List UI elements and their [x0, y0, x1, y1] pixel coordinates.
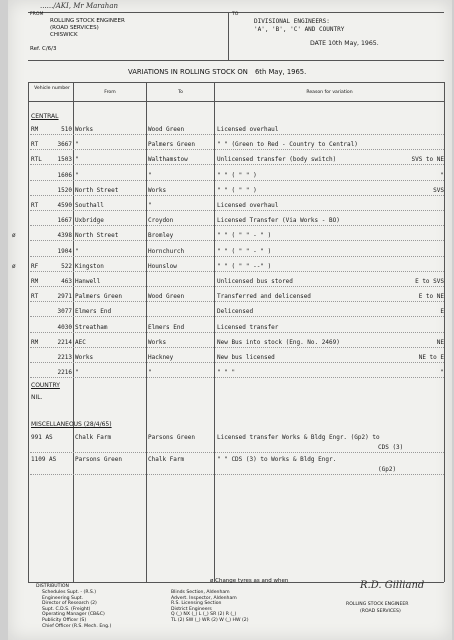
title-text: VARIATIONS IN ROLLING STOCK ON [128, 68, 248, 76]
distribution-left-item: Engineering Supt. [42, 595, 84, 601]
to-cell: Hornchurch [148, 247, 185, 255]
to-cell: Hackney [148, 354, 174, 361]
misc-vehicle-number: 1109 AS [31, 456, 57, 463]
distribution-title: DISTRIBUTION [36, 584, 69, 589]
country-nil: NIL. [31, 394, 43, 401]
from-cell: Southall [75, 202, 104, 209]
vehicle-number: 1503 [57, 156, 72, 164]
vehicle-type: RM [31, 278, 39, 285]
vehicle-type: RM [31, 126, 39, 133]
to-cell: Bromley [148, 232, 174, 240]
misc-vehicle-number: 991 AS [31, 434, 53, 441]
distribution-mid-item: District Engineers [171, 606, 212, 612]
reason-cell: " " ( " " - " ) [217, 232, 272, 240]
header-from: From [104, 90, 116, 95]
vehicle-number: 510 [61, 126, 72, 133]
misc-reason-cont: (Gp2) [378, 466, 397, 473]
reason-code: NE to E [418, 354, 444, 361]
row-rule [30, 301, 444, 302]
from-cell: " [75, 141, 79, 149]
from-label: FROM [30, 12, 44, 17]
reason-cell: New bus licensed [217, 354, 275, 361]
to-cell: " [148, 202, 152, 209]
vehicle-number: 1606 [57, 171, 72, 179]
reason-cell: New Bus into stock (Eng. No. 2469) [217, 338, 340, 346]
reason-code: SVS to NE [411, 156, 444, 164]
title [128, 68, 306, 76]
signature: R.D. Gilliand [360, 580, 425, 591]
to-line2: 'A', 'B', 'C' AND COUNTRY [254, 26, 345, 33]
to-cell: Croydon [148, 217, 174, 225]
row-rule [30, 347, 444, 348]
to-cell: " [148, 369, 152, 377]
section-country: COUNTRY [31, 382, 60, 389]
vehicle-number: 2213 [57, 354, 72, 361]
document-page [8, 0, 452, 640]
from-line2: (ROAD SERVICES) [50, 25, 99, 31]
row-mark: ø [12, 232, 16, 240]
row-rule [30, 474, 444, 475]
title-date: 6th May, 1965. [254, 68, 307, 76]
reason-cell: Licensed overhaul [217, 202, 279, 209]
row-rule [30, 210, 444, 211]
to-cell: Elmers End [148, 323, 185, 331]
vehicle-type: RT [31, 141, 39, 149]
row-mark: ø [12, 262, 16, 270]
row-rule [30, 134, 444, 135]
reason-cell: " " ( " " --" ) [217, 262, 272, 270]
reason-cell: Licensed transfer [217, 323, 279, 331]
reason-code: E to NE [418, 293, 444, 301]
misc-from: Chalk Farm [75, 434, 112, 441]
to-cell: Wood Green [148, 126, 185, 133]
handwritten-annotation: ....../AKI, Mr Marahan [40, 2, 118, 10]
from-cell: AEC [75, 338, 86, 346]
vehicle-type: RF [31, 262, 39, 270]
sig-line1: ROLLING STOCK ENGINEER [346, 602, 409, 607]
distribution-mid-item: TL (2) SW (_) WR (2) W (_) HW (2) [171, 617, 249, 623]
misc-to: Parsons Green [148, 434, 195, 441]
row-rule [30, 377, 444, 378]
to-cell: Hounslow [148, 262, 177, 270]
distribution-left-item: Publicity Officer (S) [42, 617, 87, 623]
misc-reason: Licensed transfer Works & Bldg Engr. (Gp2) to [217, 434, 380, 441]
to-cell: Palmers Green [148, 141, 195, 149]
sig-line2: (ROAD SERVICES) [360, 609, 401, 614]
row-rule [30, 225, 444, 226]
row-rule [30, 332, 444, 333]
reason-cell: " " " [217, 369, 236, 377]
from-line3: CHISWICK [50, 32, 78, 38]
vehicle-number: 3077 [57, 308, 72, 316]
from-cell: Uxbridge [75, 217, 104, 225]
from-cell: Hanwell [75, 278, 101, 285]
distribution-left-item: Schedules Supt. - (R.S.) [42, 590, 96, 595]
vehicle-number: 3667 [57, 141, 72, 149]
row-rule [30, 149, 444, 150]
from-cell: Kingston [75, 262, 104, 270]
to-cell: Wood Green [148, 293, 185, 301]
section-central: CENTRAL [31, 113, 59, 120]
reason-cell: Licensed overhaul [217, 126, 279, 133]
header-vehicle: Vehicle number [34, 86, 70, 91]
vehicle-number: 1667 [57, 217, 72, 225]
row-rule [30, 256, 444, 257]
row-rule [30, 240, 444, 241]
to-label: TO [232, 12, 239, 17]
tyre-note: ø Change tyres as and when [210, 578, 289, 584]
vehicle-type: RT [31, 293, 39, 301]
reason-cell: " " ( " " ) [217, 186, 257, 194]
distribution-mid-item: Blinds Section, Aldenham [171, 590, 230, 595]
distribution-mid-item: R.S. Licensing Section [171, 601, 222, 607]
distribution-mid-item: Q (_) NX (_) L (_) SR (2) R (_) [171, 612, 237, 618]
misc-from: Parsons Green [75, 456, 122, 463]
to-cell: Walthamstow [148, 156, 188, 164]
reason-code: E to SVS [415, 278, 444, 285]
reason-code: E [440, 308, 444, 316]
row-rule [30, 271, 444, 272]
reason-code: SVS [433, 186, 444, 194]
vehicle-number: 1520 [57, 186, 72, 194]
header-reason: Reason for variation [306, 90, 353, 95]
section-miscellaneous: MISCELLANEOUS (28/4/65) [31, 421, 112, 428]
misc-reason-cont: CDS (3) [378, 444, 404, 451]
vehicle-number: 522 [61, 262, 72, 270]
row-rule [30, 362, 444, 363]
to-cell: Works [148, 186, 167, 194]
distribution-left-item: Operating Manager (CB&C) [42, 612, 105, 618]
distribution-mid [171, 590, 249, 624]
from-line1: ROLLING STOCK ENGINEER [50, 18, 125, 24]
reason-cell: Licensed Transfer (Via Works - BO) [217, 217, 340, 225]
distribution-mid-item: Advert. Inspector, Aldenham [171, 595, 237, 601]
vehicle-number: 2971 [57, 293, 72, 301]
reference: Ref. C/6/3 [30, 46, 57, 52]
misc-to: Chalk Farm [148, 456, 185, 463]
from-cell: Works [75, 354, 94, 361]
header-to: To [178, 90, 183, 95]
from-cell: " [75, 156, 79, 164]
distribution-left-item: Director of Research (2) [42, 601, 97, 607]
from-cell: Streatham [75, 323, 108, 331]
vehicle-number: 4030 [57, 323, 72, 331]
distribution-left-item: Chief Officer (R.S. Mech. Eng.) [42, 623, 112, 629]
reason-cell: Unlicensed bus stored [217, 278, 293, 285]
row-rule [30, 316, 444, 317]
vehicle-number: 2214 [57, 338, 72, 346]
vehicle-type: RTL [31, 156, 42, 164]
vehicle-number: 463 [61, 278, 72, 285]
row-rule [30, 180, 444, 181]
reason-code: " [440, 369, 444, 377]
vehicle-number: 1904 [57, 247, 72, 255]
date: DATE 10th May, 1965. [310, 40, 379, 47]
reason-cell: Transferred and delicensed [217, 293, 311, 301]
to-cell: " [148, 171, 152, 179]
to-line1: DIVISIONAL ENGINEERS: [254, 18, 330, 25]
from-cell: " [75, 247, 79, 255]
reason-cell: " " ( " " - " ) [217, 247, 272, 255]
vehicle-number: 2216 [57, 369, 72, 377]
from-cell: Elmers End [75, 308, 112, 316]
reason-code: NE [436, 338, 444, 346]
from-cell: Works [75, 126, 94, 133]
vehicle-type: RT [31, 202, 39, 209]
vehicle-number: 4590 [57, 202, 72, 209]
vehicle-type: RM [31, 338, 39, 346]
row-rule [30, 164, 444, 165]
reason-cell: Delicensed [217, 308, 254, 316]
vehicle-number: 4398 [57, 232, 72, 240]
misc-reason: " " CDS (3) to Works & Bldg Engr. [217, 456, 337, 463]
row-rule [30, 195, 444, 196]
reason-cell: Unlicensed transfer (body switch) [217, 156, 337, 164]
reason-code: " [440, 171, 444, 179]
row-rule [30, 452, 444, 453]
from-cell: North Street [75, 186, 119, 194]
distribution-left-item: Supt. C.D.S. (Freight) [42, 606, 91, 612]
reason-cell: " " ( " " ) [217, 171, 257, 179]
row-rule [30, 286, 444, 287]
from-cell: North Street [75, 232, 119, 240]
from-cell: " [75, 171, 79, 179]
distribution-left [42, 590, 111, 629]
reason-cell: " " (Green to Red - Country to Central) [217, 141, 358, 149]
from-cell: Palmers Green [75, 293, 122, 301]
to-cell: Works [148, 338, 167, 346]
from-cell: " [75, 369, 79, 377]
